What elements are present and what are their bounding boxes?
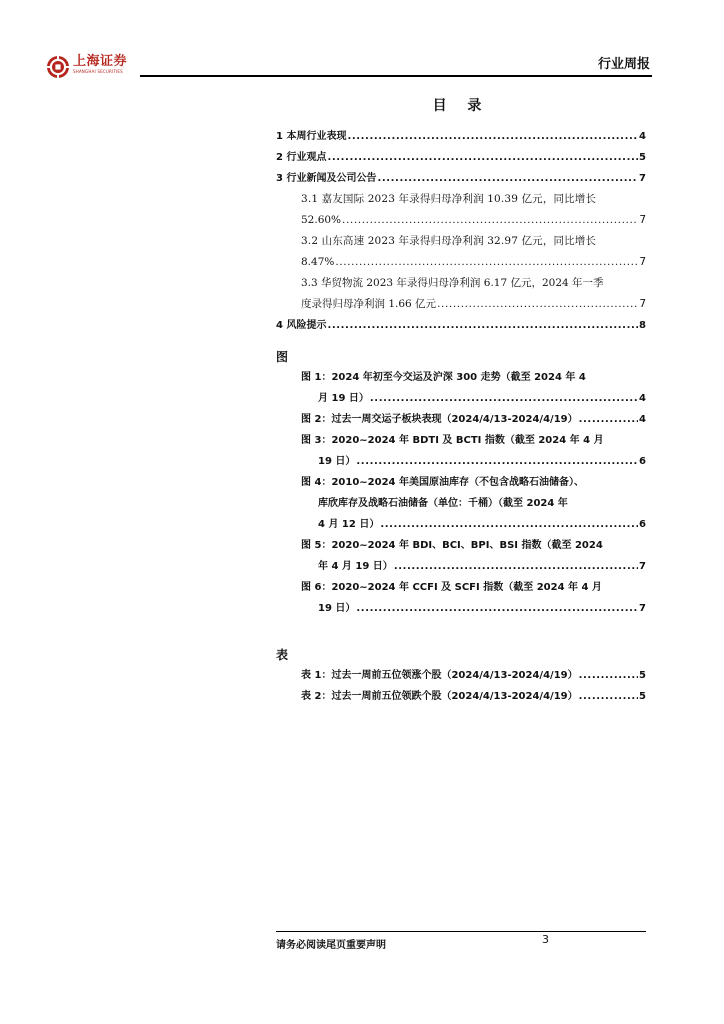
toc-entry-text-cont: 度录得归母净利润 1.66 亿元 bbox=[301, 298, 437, 310]
leader-dots bbox=[377, 168, 638, 189]
toc-page-number: 7 bbox=[639, 214, 646, 226]
toc-entry-text: 3.3 华贸物流 2023 年录得归母净利润 6.17 亿元，2024 年一季 bbox=[301, 277, 604, 289]
report-type: 行业周报 bbox=[597, 57, 650, 72]
toc-entry-text-cont: 52.60% bbox=[301, 214, 342, 226]
figure-page-number: 6 bbox=[639, 456, 646, 467]
figure-entry-4[interactable] bbox=[276, 472, 646, 535]
figure-entry-5[interactable] bbox=[276, 535, 646, 577]
figure-entry-text: 图 3：2020~2024 年 BDTI 及 BCTI 指数（截至 2024 年 4 月 bbox=[301, 435, 604, 446]
tables-heading: 表 bbox=[276, 648, 289, 662]
toc-entry-section-1[interactable] bbox=[276, 126, 646, 147]
table-entry-1[interactable] bbox=[276, 665, 646, 686]
figure-entry-3[interactable] bbox=[276, 430, 646, 472]
toc-entry-text: 3 行业新闻及公司公告 bbox=[276, 173, 377, 184]
figure-page-number: 4 bbox=[639, 393, 646, 404]
leader-dots bbox=[579, 665, 638, 686]
shanghai-securities-logo-icon bbox=[46, 55, 70, 79]
leader-dots bbox=[327, 147, 638, 168]
figure-entry-text: 图 5：2020~2024 年 BDI、BCI、BPI、BSI 指数（截至 2024 bbox=[301, 540, 603, 551]
toc-page-number: 7 bbox=[639, 173, 646, 184]
leader-dots bbox=[394, 556, 638, 577]
table-entry-text: 表 2：过去一周前五位领跌个股（2024/4/13-2024/4/19） bbox=[301, 691, 578, 702]
table-page-number: 5 bbox=[639, 691, 646, 702]
leader-dots bbox=[347, 126, 638, 147]
figure-page-number: 4 bbox=[639, 414, 646, 425]
toc-page-number: 4 bbox=[639, 131, 646, 142]
page-header bbox=[46, 50, 652, 78]
figure-entry-1[interactable] bbox=[276, 367, 646, 409]
figure-page-number: 6 bbox=[639, 519, 646, 530]
leader-dots bbox=[579, 686, 638, 707]
toc-page-number: 5 bbox=[639, 152, 646, 163]
header-divider bbox=[140, 75, 652, 77]
figure-entry-text-cont: 19 日） bbox=[318, 456, 356, 467]
figure-page-number: 7 bbox=[639, 561, 646, 572]
figure-entry-text-cont: 4 月 12 日） bbox=[318, 519, 380, 530]
table-entry-text: 表 1：过去一周前五位领涨个股（2024/4/13-2024/4/19） bbox=[301, 670, 578, 681]
figures-heading: 图 bbox=[276, 350, 289, 364]
leader-dots bbox=[356, 451, 638, 472]
table-of-contents bbox=[276, 96, 646, 707]
toc-entry-text: 2 行业观点 bbox=[276, 152, 327, 163]
toc-entry-text: 4 风险提示 bbox=[276, 320, 327, 331]
figure-entry-2[interactable] bbox=[276, 409, 646, 430]
toc-entry-subsection-3-2[interactable] bbox=[276, 231, 646, 273]
table-entry-2[interactable] bbox=[276, 686, 646, 707]
figure-entry-text-cont: 库欣库存及战略石油储备（单位：千桶）（截至 2024 年 bbox=[318, 498, 568, 509]
leader-dots bbox=[370, 388, 638, 409]
figure-entry-text: 图 6：2020~2024 年 CCFI 及 SCFI 指数（截至 2024 年 4 月 bbox=[301, 582, 602, 593]
figure-entry-text: 图 4：2010~2024 年美国原油库存（不包含战略石油储备）、 bbox=[301, 477, 584, 488]
toc-entry-text: 3.1 嘉友国际 2023 年录得归母净利润 10.39 亿元，同比增长 bbox=[301, 193, 597, 205]
leader-dots bbox=[579, 409, 638, 430]
figure-entry-text: 图 2：过去一周交运子板块表现（2024/4/13-2024/4/19） bbox=[301, 414, 578, 425]
toc-entry-section-4[interactable] bbox=[276, 315, 646, 336]
toc-entry-section-2[interactable] bbox=[276, 147, 646, 168]
toc-title: 目 录 bbox=[432, 98, 490, 114]
toc-entry-text-cont: 8.47% bbox=[301, 256, 335, 268]
figure-entry-text: 图 1：2024 年初至今交运及沪深 300 走势（截至 2024 年 4 bbox=[301, 372, 586, 383]
figure-entry-text-cont: 月 19 日） bbox=[318, 393, 369, 404]
company-logo bbox=[46, 55, 127, 79]
logo-english-name: SHANGHAI SECURITIES bbox=[73, 69, 123, 74]
leader-dots bbox=[327, 315, 638, 336]
logo-chinese-name: 上海证券 bbox=[73, 54, 128, 69]
toc-entry-subsection-3-3[interactable] bbox=[276, 273, 646, 315]
footer-divider bbox=[276, 931, 646, 932]
footer-disclaimer: 请务必阅读尾页重要声明 bbox=[276, 940, 386, 951]
toc-entry-subsection-3-1[interactable] bbox=[276, 189, 646, 231]
figure-entry-text-cont: 年 4 月 19 日） bbox=[318, 561, 393, 572]
toc-entry-text: 1 本周行业表现 bbox=[276, 131, 347, 142]
leader-dots bbox=[356, 598, 638, 619]
toc-entry-text: 3.2 山东高速 2023 年录得归母净利润 32.97 亿元，同比增长 bbox=[301, 235, 597, 247]
leader-dots bbox=[342, 210, 638, 231]
figure-entry-text-cont: 19 日） bbox=[318, 603, 356, 614]
leader-dots bbox=[380, 514, 638, 535]
toc-page-number: 7 bbox=[639, 256, 646, 268]
figure-entry-6[interactable] bbox=[276, 577, 646, 619]
toc-entry-section-3[interactable] bbox=[276, 168, 646, 189]
leader-dots bbox=[335, 252, 638, 273]
table-page-number: 5 bbox=[639, 670, 646, 681]
figure-page-number: 7 bbox=[639, 603, 646, 614]
page-number: 3 bbox=[542, 933, 549, 946]
toc-page-number: 8 bbox=[639, 320, 646, 331]
leader-dots bbox=[437, 294, 638, 315]
toc-page-number: 7 bbox=[639, 298, 646, 310]
